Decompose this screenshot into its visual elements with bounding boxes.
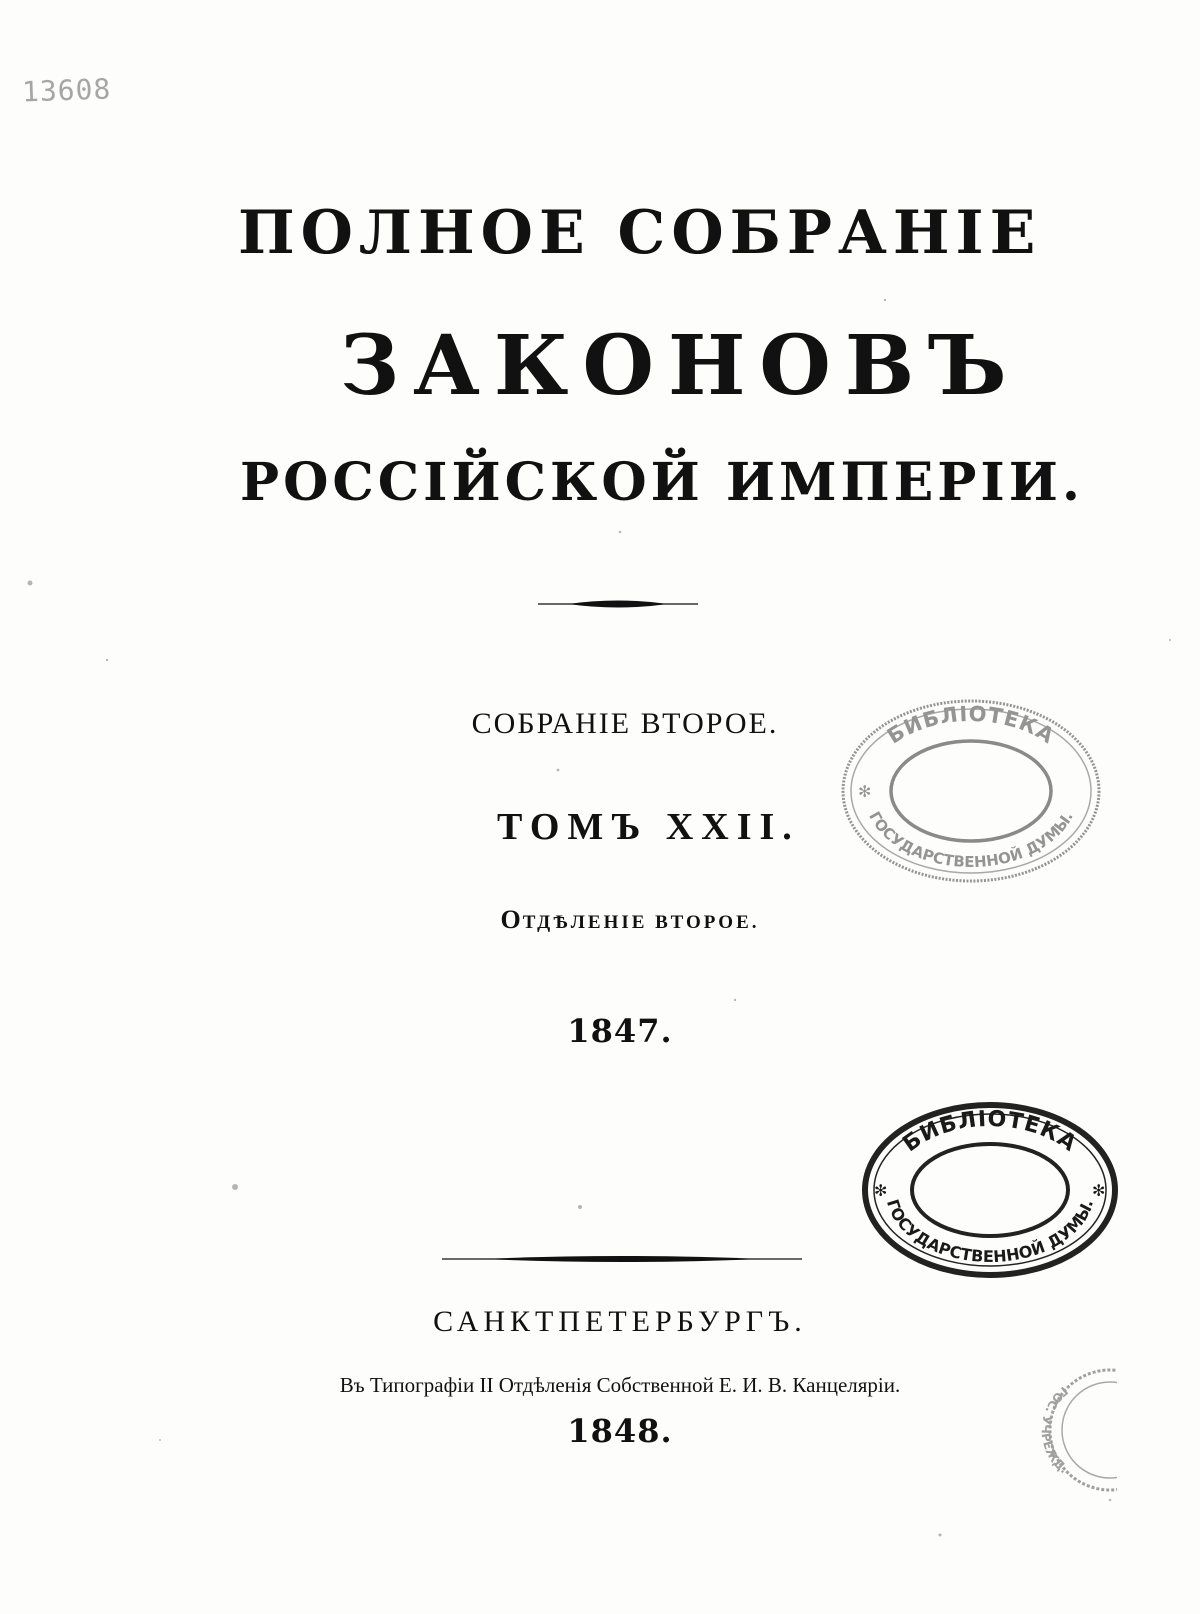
laws-year: 1847.	[567, 1012, 673, 1050]
stamp-bottom-text: ГОСУДАРСТВЕННОЙ ДУМЫ.	[882, 1197, 1098, 1267]
faded-stamp-bottom-text: ГОСУДАРСТВЕННОЙ ДУМЫ.	[865, 808, 1077, 872]
imprint-year: 1848.	[567, 1412, 673, 1450]
volume-label: ТОМЪ XXII.	[497, 806, 800, 848]
collection-label: СОБРАНІЕ ВТОРОЕ.	[471, 707, 779, 740]
title-line-2: ЗАКОНОВЪ	[340, 318, 1021, 414]
stamp-star-icon: ✻	[874, 1181, 888, 1200]
stamp-star-icon: ✻	[1092, 1181, 1106, 1200]
library-stamp	[860, 1100, 1120, 1280]
stamp-star-icon: ✻	[858, 782, 872, 801]
imprint-city: САНКТПЕТЕРБУРГЪ.	[433, 1305, 807, 1338]
imprint-press: Въ Типографіи II Отдѣленія Собственной Е. И. В. Канцеляріи.	[339, 1373, 901, 1397]
svg-text:ГОС. УЧРЕЖД.	[1039, 1384, 1071, 1476]
ornamental-rule	[538, 598, 698, 610]
section-label	[480, 905, 780, 935]
handwritten-inventory-number: 13608	[21, 72, 112, 109]
section-initial: О	[500, 905, 523, 934]
ornamental-rule-lower	[442, 1254, 802, 1264]
faded-stamp-top-text: БИБЛІОТЕКА	[882, 701, 1059, 749]
section-rest: ТДѢЛЕНІЕ ВТОРОЕ.	[522, 912, 760, 933]
title-line-3: РОССІЙСКОЙ ИМПЕРІИ.	[240, 452, 1084, 513]
partial-stamp-text: ГОС. УЧРЕЖД.	[1038, 1383, 1071, 1477]
partial-stamp	[1022, 1365, 1117, 1495]
title-line-1: ПОЛНОЕ СОБРАНІЕ	[238, 198, 1042, 268]
library-stamp-faded	[836, 693, 1106, 888]
stamp-top-text: БИБЛІОТЕКА	[898, 1106, 1082, 1158]
